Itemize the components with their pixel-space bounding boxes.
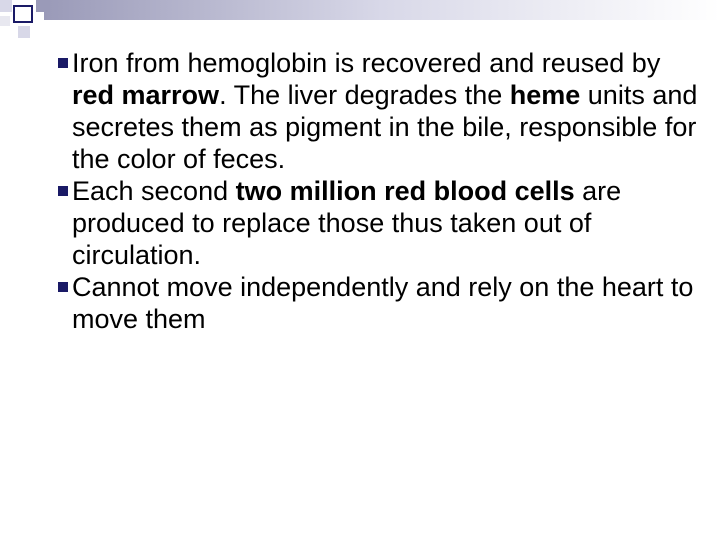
bullet-text (72, 48, 697, 174)
bullet-list (60, 47, 700, 335)
square-bullet-icon (58, 58, 68, 68)
bullet-3-segment-1: Cannot move independently and rely on the heart to move them (72, 272, 694, 334)
bullet-text (72, 272, 693, 334)
bullet-1-segment-2: red marrow (72, 80, 220, 110)
bullet-2-segment-3: are produced to replace those thus taken out of circulation. (72, 176, 622, 270)
bullet-item-2 (60, 175, 700, 271)
bullet-text (72, 176, 621, 270)
bullet-1-segment-3: . The liver degrades the (219, 80, 510, 110)
square-bullet-icon (58, 282, 68, 292)
header-decoration (0, 0, 720, 44)
bullet-item-1 (60, 47, 700, 175)
bullet-2-segment-1: Each second (72, 176, 236, 206)
bullet-1-segment-4: heme (509, 80, 581, 110)
bullet-item-3 (60, 271, 700, 335)
bullet-1-segment-1: Iron from hemoglobin is recovered and reused by (72, 48, 661, 78)
bullet-2-segment-2: two million red blood cells (235, 176, 575, 206)
bullet-1-segment-5: units and secretes them as pigment in the bile, responsible for the color of feces. (72, 80, 698, 174)
square-bullet-icon (58, 186, 68, 196)
